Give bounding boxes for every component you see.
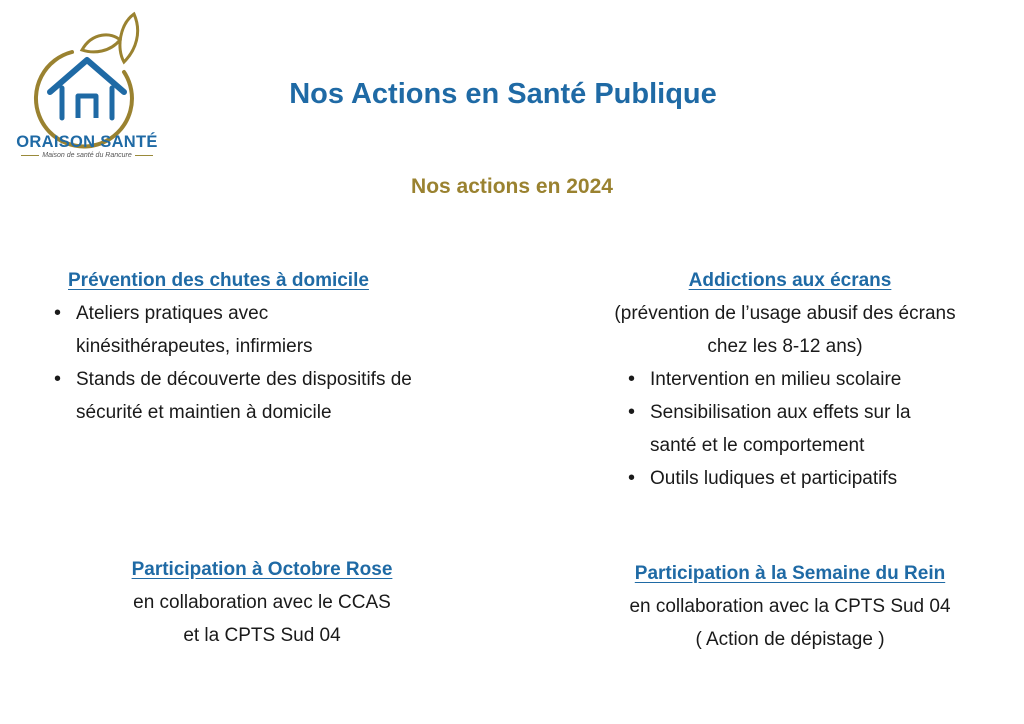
list-item: • Outils ludiques et participatifs bbox=[626, 462, 970, 495]
section-ecrans bbox=[600, 264, 980, 495]
list-item: • Sensibilisation aux effets sur la santé et le comportement bbox=[626, 396, 950, 462]
section-rein-title: Participation à la Semaine du Rein bbox=[634, 563, 946, 584]
section-rein-line: en collaboration avec la CPTS Sud 04 bbox=[629, 596, 951, 617]
page-title: Nos Actions en Santé Publique bbox=[289, 78, 717, 110]
list-item: • Intervention en milieu scolaire bbox=[626, 363, 970, 396]
section-ecrans-description: (prévention de l’usage abusif des écrans chez les 8-12 ans) bbox=[614, 303, 956, 357]
section-octobre-rose-title: Participation à Octobre Rose bbox=[131, 559, 393, 580]
list-item: • Stands de découverte des dispositifs de sécurité et maintien à domicile bbox=[52, 363, 476, 429]
section-chutes bbox=[52, 264, 492, 429]
section-octobre-rose-line: et la CPTS Sud 04 bbox=[183, 625, 341, 646]
section-rein-line: ( Action de dépistage ) bbox=[695, 629, 885, 650]
section-ecrans-list bbox=[626, 363, 980, 495]
section-octobre-rose-line: en collaboration avec le CCAS bbox=[133, 592, 391, 613]
logo-tagline: Maison de santé du Rancure bbox=[12, 152, 162, 159]
list-item: • Ateliers pratiques avec kinésithérapeutes, infirmiers bbox=[52, 297, 356, 363]
section-rein bbox=[580, 557, 1000, 656]
section-chutes-list bbox=[52, 297, 492, 429]
section-octobre-rose bbox=[62, 553, 462, 652]
page-subtitle: Nos actions en 2024 bbox=[411, 175, 613, 198]
section-ecrans-title: Addictions aux écrans bbox=[688, 270, 892, 291]
section-chutes-title: Prévention des chutes à domicile bbox=[68, 270, 369, 291]
logo-name: ORAISON SANTÉ bbox=[16, 133, 158, 151]
